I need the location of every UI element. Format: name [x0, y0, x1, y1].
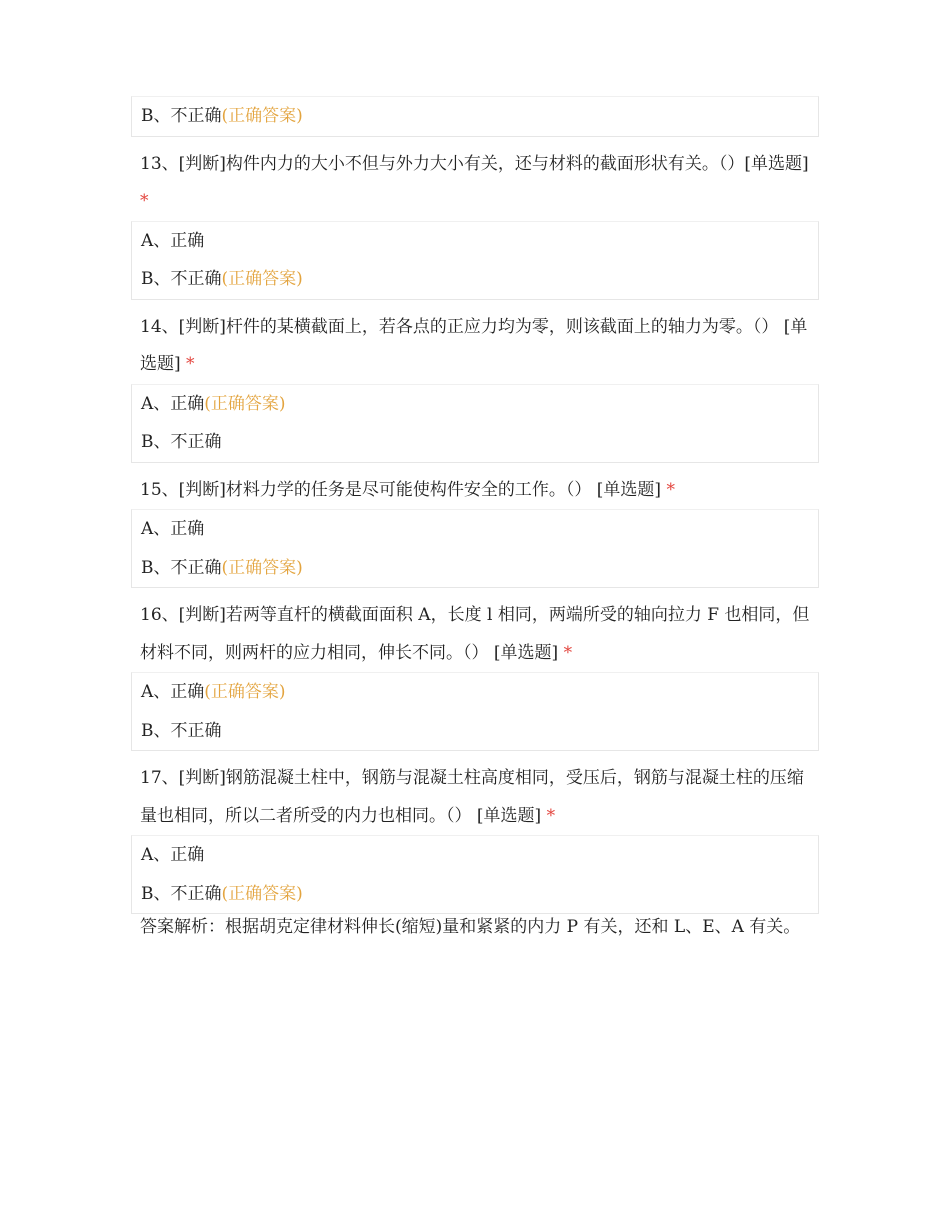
option-a[interactable] — [132, 836, 818, 875]
correct-answer-mark: (正确答案) — [221, 269, 303, 289]
option-box — [131, 509, 819, 588]
correct-answer-mark: (正确答案) — [204, 393, 286, 414]
question-text — [131, 137, 819, 221]
option-a[interactable] — [132, 673, 818, 712]
question-stem: 14、[判断]杆件的某横截面上，若各点的正应力均为零，则该截面上的轴力为零。（） [单选题] — [140, 316, 808, 374]
question-text — [131, 588, 819, 672]
question-text — [131, 463, 819, 510]
option-box — [131, 384, 819, 463]
question-text — [131, 300, 819, 384]
option-label: B、不正确 — [141, 557, 222, 578]
option-label: B、不正确 — [141, 883, 222, 904]
option-label: B、不正确 — [141, 269, 222, 289]
question-text — [131, 751, 819, 835]
option-b[interactable] — [132, 875, 818, 914]
required-star: * — [563, 642, 573, 663]
option-b[interactable] — [132, 260, 818, 299]
required-star: * — [546, 805, 556, 826]
required-star: * — [140, 191, 149, 211]
option-box — [131, 835, 819, 914]
required-star: * — [186, 354, 195, 374]
option-box — [131, 672, 819, 751]
option-label: B、不正确 — [141, 432, 222, 452]
option-label: A、正确 — [141, 393, 205, 414]
question-stem: 13、[判断]构件内力的大小不但与外力大小有关，还与材料的截面形状有关。（）[单选题] — [140, 153, 809, 174]
option-b[interactable] — [132, 97, 818, 136]
correct-answer-mark: (正确答案) — [221, 883, 303, 904]
correct-answer-mark: (正确答案) — [204, 682, 286, 702]
question-stem: 17、[判断]钢筋混凝土柱中，钢筋与混凝土柱高度相同，受压后，钢筋与混凝土柱的压缩量也相同，所以二者所受的内力也相同。（） [单选题] — [140, 768, 804, 826]
option-label: B、不正确 — [141, 720, 222, 741]
option-label: A、正确 — [141, 682, 205, 702]
correct-answer-mark: (正确答案) — [221, 557, 303, 578]
option-box-previous — [131, 96, 819, 137]
option-box — [131, 221, 819, 300]
option-label: A、正确 — [141, 230, 205, 251]
quiz-page — [131, 96, 819, 939]
question-list — [131, 137, 819, 915]
answer-analysis: 答案解析：根据胡克定律材料伸长(缩短)量和紧紧的内力 P 有关，还和 L、E、A 有关。 — [140, 917, 801, 937]
option-a[interactable] — [132, 222, 818, 261]
correct-answer-mark: (正确答案) — [221, 106, 303, 126]
option-b[interactable] — [132, 712, 818, 751]
option-b[interactable] — [132, 423, 818, 462]
option-a[interactable] — [132, 385, 818, 424]
question-stem: 15、[判断]材料力学的任务是尽可能使构件安全的工作。（） [单选题] — [140, 479, 662, 500]
option-label: B、不正确 — [141, 106, 222, 126]
option-b[interactable] — [132, 549, 818, 588]
option-a[interactable] — [132, 510, 818, 549]
option-label: A、正确 — [141, 519, 205, 539]
option-label: A、正确 — [141, 845, 205, 865]
required-star: * — [666, 479, 675, 500]
question-stem: 16、[判断]若两等直杆的横截面面积 A，长度 l 相同，两端所受的轴向拉力 F 也相同，但材料不同，则两杆的应力相同，伸长不同。（） [单选题] — [140, 605, 810, 663]
